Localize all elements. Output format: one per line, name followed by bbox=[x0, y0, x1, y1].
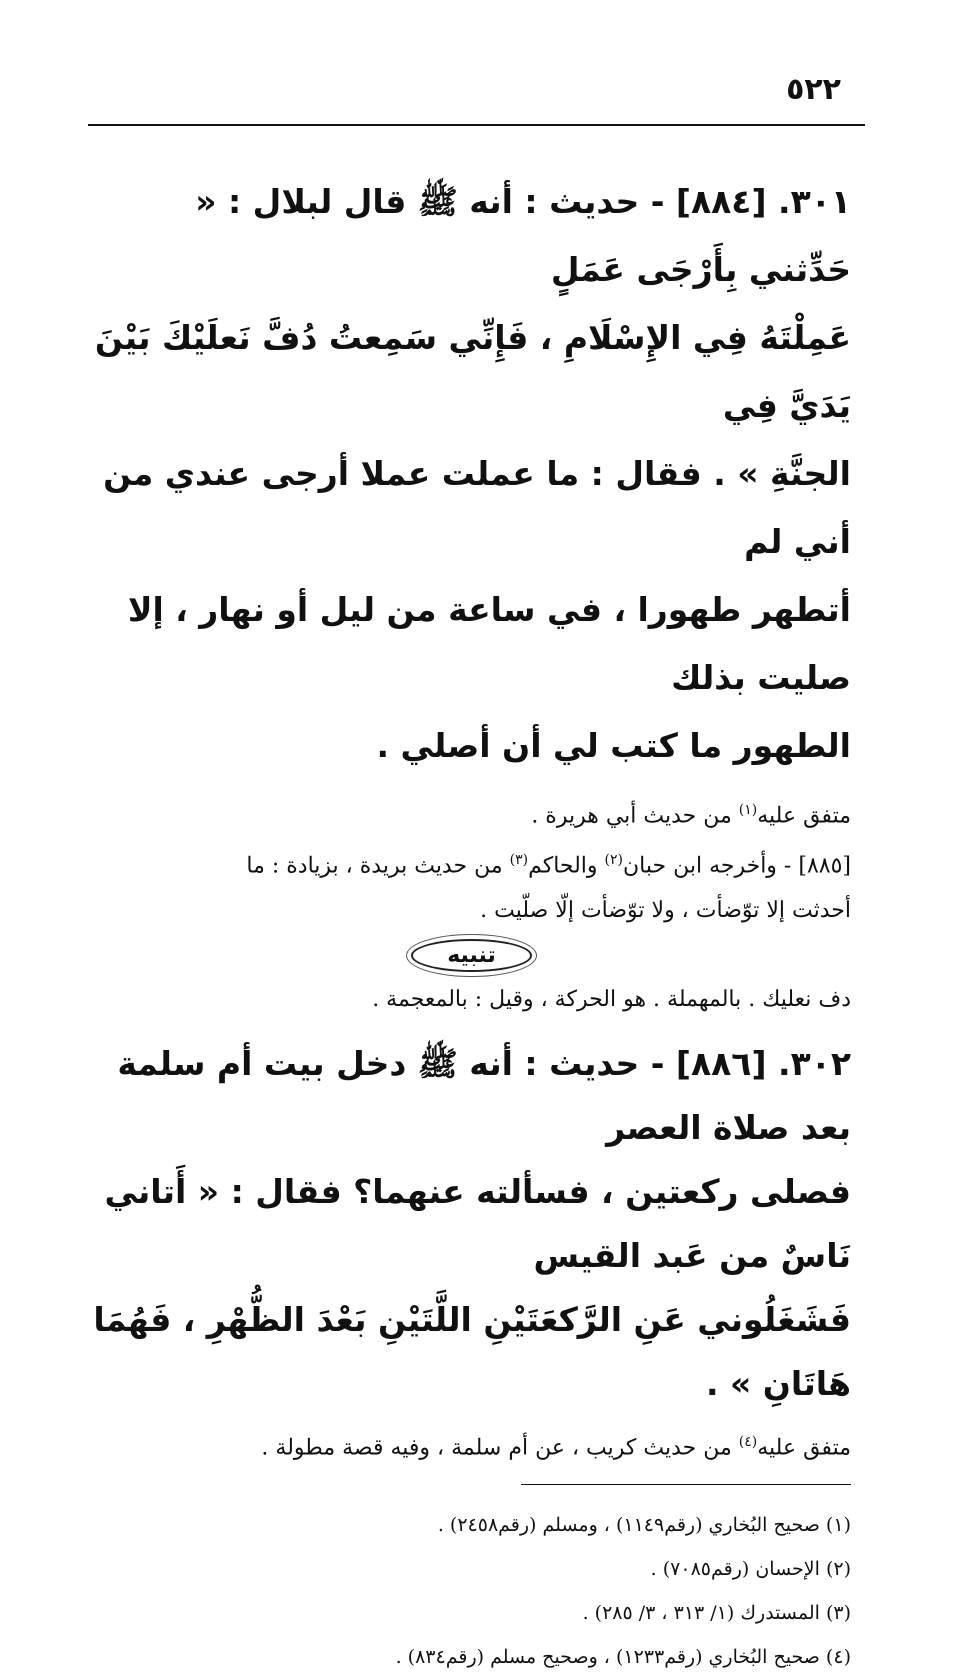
hadith-301-line: عَمِلْتَهُ فِي الإِسْلَامِ ، فَإِنِّي سَمِعتُ دُفَّ نَعلَيْكَ بَيْنَ يَدَيَّ فِي bbox=[94, 318, 851, 425]
page-content bbox=[92, 168, 851, 1679]
footnote-ref-2[interactable]: (٢) bbox=[604, 852, 623, 869]
tanbih-box bbox=[92, 939, 851, 972]
footnote-4: (٤) صحيح البُخاري (رقم١٢٣٣) ، وصحيح مسلم (رقم٨٣٤) . bbox=[395, 1645, 851, 1668]
note-text: من حديث بريدة ، بزيادة : ما bbox=[246, 853, 510, 879]
hadith-301-source bbox=[92, 788, 851, 838]
footnotes bbox=[92, 1503, 851, 1679]
agreed-label: متفق عليه bbox=[757, 1434, 851, 1460]
hadith-302-source bbox=[92, 1420, 851, 1470]
footnote-1: (١) صحيح البُخاري (رقم١١٤٩) ، ومسلم (رقم٢٤٥٨) . bbox=[437, 1513, 851, 1536]
hadith-301-line: ٣٠١. [٨٨٤] - حديث : أنه ﷺ قال لبلال : « حَدِّثني بِأَرْجَى عَمَلٍ bbox=[195, 182, 851, 289]
tanbih-text: دف نعليك . بالمهملة . هو الحركة ، وقيل : بالمعجمة . bbox=[372, 986, 851, 1012]
hadith-302 bbox=[92, 1032, 851, 1416]
hadith-302-line: فَشَغَلُوني عَنِ الرَّكعَتَيْنِ اللَّتَيْنِ بَعْدَ الظُّهْرِ ، فَهُمَا هَاتَانِ » . bbox=[93, 1299, 851, 1403]
footnote-rule bbox=[521, 1484, 851, 1485]
hadith-302-line: فصلى ركعتين ، فسألته عنهما؟ فقال : « أَتاني نَاسٌ من عَبد القيس bbox=[104, 1171, 851, 1275]
hadith-885-note bbox=[92, 838, 851, 888]
hadith-885-note-line2: أحدثت إلا توّضأت ، ولا توّضأت إلّا صلّيت . bbox=[480, 897, 851, 923]
page-number: ٥٢٢ bbox=[786, 72, 841, 107]
footnote-ref-4[interactable]: (٤) bbox=[738, 1433, 758, 1450]
note-text: والحاكم bbox=[528, 853, 605, 879]
source-text: من حديث كريب ، عن أم سلمة ، وفيه قصة مطولة . bbox=[261, 1434, 739, 1460]
agreed-label: متفق عليه bbox=[757, 803, 851, 829]
hadith-301 bbox=[92, 168, 851, 780]
source-text: من حديث أبي هريرة . bbox=[531, 803, 739, 829]
hadith-301-line: الجنَّةِ » . فقال : ما عملت عملا أرجى عندي من أني لم bbox=[103, 454, 851, 561]
header-rule bbox=[88, 124, 865, 126]
hadith-301-line: الطهور ما كتب لي أن أصلي . bbox=[376, 726, 851, 765]
note-text: [٨٨٥] - وأخرجه ابن حبان bbox=[623, 853, 851, 879]
footnote-2: (٢) الإحسان (رقم٧٠٨٥) . bbox=[650, 1557, 851, 1580]
footnote-ref-1[interactable]: (١) bbox=[738, 802, 758, 818]
tanbih-label: تنبيه bbox=[411, 939, 532, 972]
footnote-ref-3[interactable]: (٣) bbox=[509, 852, 529, 869]
hadith-302-line: ٣٠٢. [٨٨٦] - حديث : أنه ﷺ دخل بيت أم سلمة بعد صلاة العصر bbox=[117, 1043, 851, 1147]
footnote-3: (٣) المستدرك (١/ ٣١٣ ، ٣/ ٢٨٥) . bbox=[582, 1601, 851, 1624]
hadith-301-line: أتطهر طهورا ، في ساعة من ليل أو نهار ، إلا صليت بذلك bbox=[127, 590, 851, 697]
